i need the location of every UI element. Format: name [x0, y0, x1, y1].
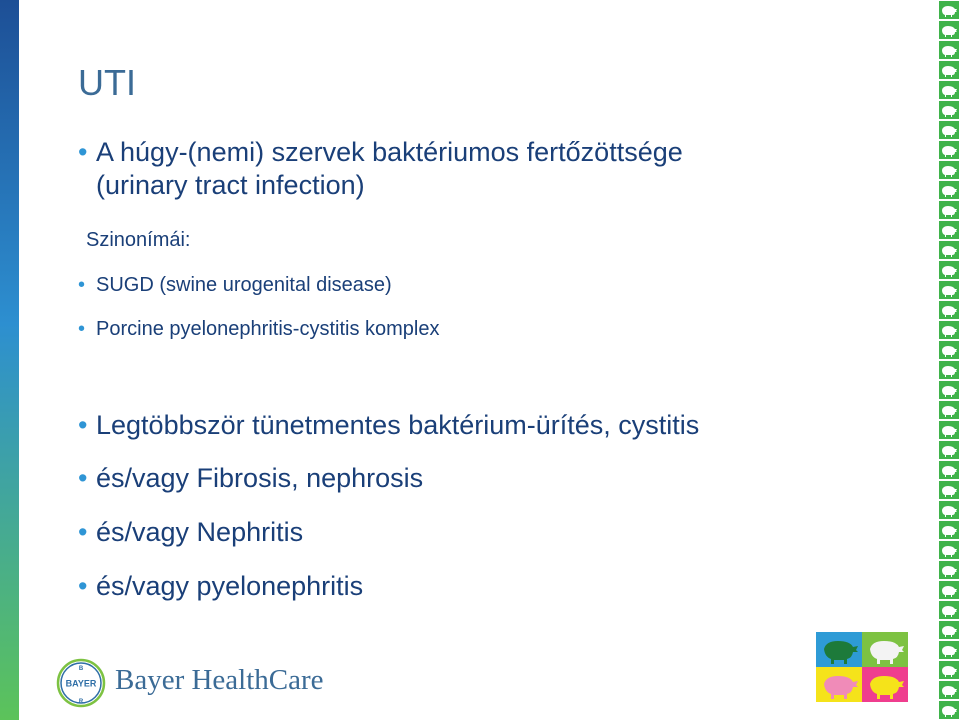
pig-tile-icon: [939, 101, 959, 119]
pig-tile-icon: [939, 441, 959, 459]
pig-tile-icon: [939, 481, 959, 499]
pig-tile-icon: [939, 621, 959, 639]
pig-tile-icon: [939, 301, 959, 319]
bullet-text-line-2: (urinary tract infection): [96, 170, 365, 200]
bullet-dot: •: [78, 463, 88, 493]
pig-tile-icon: [939, 561, 959, 579]
pig-tile-icon: [939, 121, 959, 139]
logo-text-vertical: R: [78, 699, 84, 705]
pig-tile-icon: [939, 541, 959, 559]
pig-tile-icon: [939, 181, 959, 199]
pig-icon: [816, 632, 862, 667]
pig-tile-pink: [862, 667, 908, 702]
bullet-dot: •: [78, 410, 88, 440]
pig-tile-icon: [939, 421, 959, 439]
finding-text: és/vagy pyelonephritis: [96, 571, 364, 601]
pig-tile-icon: [939, 201, 959, 219]
finding-text: és/vagy Nephritis: [96, 517, 304, 547]
synonym-text: Porcine pyelonephritis-cystitis komplex: [96, 318, 440, 340]
bullet-dot: •: [78, 318, 86, 340]
pig-tile-icon: [939, 261, 959, 279]
pig-tile-icon: [939, 381, 959, 399]
pig-tile-green: [862, 632, 908, 667]
pig-tile-icon: [939, 461, 959, 479]
logo-text-horizontal: BAYER: [65, 678, 97, 689]
pig-tile-icon: [939, 401, 959, 419]
pig-tile-icon: [939, 701, 959, 719]
pig-icon: [862, 667, 908, 702]
pig-icon: [862, 632, 908, 667]
pig-tile-icon: [939, 521, 959, 539]
pig-tile-icon: [939, 161, 959, 179]
pig-tile-icon: [939, 601, 959, 619]
bullet-dot: •: [78, 517, 88, 547]
bayer-cross-logo-icon: [56, 658, 106, 708]
left-accent-bar: [0, 0, 19, 720]
synonyms-label: Szinonímái:: [86, 229, 191, 251]
pig-tiles-logo: [816, 632, 908, 702]
synonym-text: SUGD (swine urogenital disease): [96, 274, 392, 296]
pig-tile-icon: [939, 661, 959, 679]
bullet-dot: •: [78, 137, 88, 167]
pig-tile-icon: [939, 641, 959, 659]
pig-tile-icon: [939, 501, 959, 519]
finding-text: és/vagy Fibrosis, nephrosis: [96, 463, 424, 493]
finding-text: Legtöbbször tünetmentes baktérium-ürítés, cystitis: [96, 410, 700, 440]
pig-tile-blue: [816, 632, 862, 667]
pig-icon: [816, 667, 862, 702]
brand-name: Bayer HealthCare: [115, 664, 324, 696]
pig-tile-icon: [939, 341, 959, 359]
logo-text-vertical: B: [78, 666, 84, 672]
pig-tile-icon: [939, 81, 959, 99]
pig-tile-icon: [939, 321, 959, 339]
pig-tile-icon: [939, 281, 959, 299]
pig-tile-icon: [939, 581, 959, 599]
bullet-dot: •: [78, 274, 86, 296]
pig-tile-icon: [939, 361, 959, 379]
pig-tile-icon: [939, 41, 959, 59]
bullet-dot: •: [78, 571, 88, 601]
pig-tile-icon: [939, 61, 959, 79]
pig-tile-icon: [939, 241, 959, 259]
pig-pattern-strip: [938, 0, 960, 720]
slide-title: UTI: [78, 62, 136, 103]
pig-tile-yellow: [816, 667, 862, 702]
pig-tile-icon: [939, 21, 959, 39]
pig-tile-icon: [939, 1, 959, 19]
pig-tile-icon: [939, 141, 959, 159]
pig-tile-icon: [939, 221, 959, 239]
bullet-text-line-1: A húgy-(nemi) szervek baktériumos fertőzöttsége: [96, 137, 683, 167]
pig-tile-icon: [939, 681, 959, 699]
